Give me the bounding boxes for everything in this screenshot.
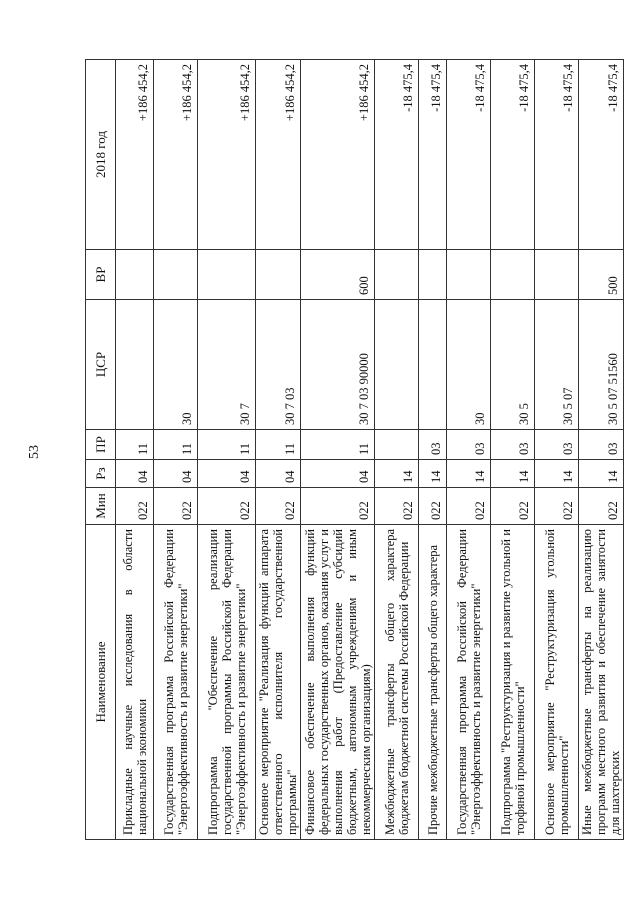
cell-name: Межбюджетные трансферты общего характера бюджетам бюджетной системы Российской Федерации bbox=[375, 525, 419, 840]
cell-rz: 14 bbox=[447, 460, 491, 488]
cell-rz: 14 bbox=[535, 460, 579, 488]
page-number: 53 bbox=[27, 445, 42, 459]
cell-rz: 04 bbox=[301, 460, 375, 488]
cell-rz: 04 bbox=[198, 460, 256, 488]
table-row bbox=[419, 60, 447, 840]
cell-min: 022 bbox=[154, 488, 198, 525]
cell-rz: 14 bbox=[579, 460, 624, 488]
cell-csr: 30 5 bbox=[491, 300, 535, 430]
cell-csr: 30 5 07 51560 bbox=[579, 300, 624, 430]
cell-pr bbox=[375, 430, 419, 460]
header-csr: ЦСР bbox=[86, 300, 116, 430]
table-row bbox=[154, 60, 198, 840]
cell-amount: +186 454,2 bbox=[301, 60, 375, 250]
table-row bbox=[116, 60, 154, 840]
cell-pr: 11 bbox=[198, 430, 256, 460]
cell-pr: 03 bbox=[419, 430, 447, 460]
cell-rz: 14 bbox=[419, 460, 447, 488]
cell-amount: +186 454,2 bbox=[256, 60, 301, 250]
cell-csr: 30 7 03 bbox=[256, 300, 301, 430]
cell-name: Прочие межбюджетные трансферты общего характера bbox=[419, 525, 447, 840]
cell-vr bbox=[154, 250, 198, 300]
table-row bbox=[535, 60, 579, 840]
cell-min: 022 bbox=[198, 488, 256, 525]
table-row bbox=[256, 60, 301, 840]
cell-name: Иные межбюджетные трансферты на реализацию программ местного развития и обеспечение занятости для шахтерских bbox=[579, 525, 624, 840]
cell-pr: 11 bbox=[154, 430, 198, 460]
cell-csr bbox=[375, 300, 419, 430]
cell-min: 022 bbox=[256, 488, 301, 525]
table-row bbox=[301, 60, 375, 840]
header-vr: ВР bbox=[86, 250, 116, 300]
cell-min: 022 bbox=[419, 488, 447, 525]
cell-name: Основное мероприятие "Реструктуризация угольной промышленности" bbox=[535, 525, 579, 840]
cell-amount: +186 454,2 bbox=[198, 60, 256, 250]
cell-vr bbox=[256, 250, 301, 300]
cell-vr: 500 bbox=[579, 250, 624, 300]
cell-min: 022 bbox=[375, 488, 419, 525]
cell-amount: -18 475,4 bbox=[579, 60, 624, 250]
cell-name: Прикладные научные исследования в области национальной экономики bbox=[116, 525, 154, 840]
cell-vr bbox=[419, 250, 447, 300]
cell-vr bbox=[491, 250, 535, 300]
cell-vr bbox=[375, 250, 419, 300]
cell-min: 022 bbox=[447, 488, 491, 525]
cell-rz: 04 bbox=[116, 460, 154, 488]
cell-vr bbox=[535, 250, 579, 300]
header-name: Наименование bbox=[86, 525, 116, 840]
header-year: 2018 год bbox=[86, 60, 116, 250]
budget-table bbox=[85, 59, 624, 840]
cell-rz: 14 bbox=[375, 460, 419, 488]
cell-csr: 30 7 03 90000 bbox=[301, 300, 375, 430]
cell-vr bbox=[447, 250, 491, 300]
cell-vr bbox=[198, 250, 256, 300]
table-row bbox=[491, 60, 535, 840]
cell-amount: +186 454,2 bbox=[116, 60, 154, 250]
header-min: Мин bbox=[86, 488, 116, 525]
cell-min: 022 bbox=[116, 488, 154, 525]
cell-pr: 03 bbox=[447, 430, 491, 460]
cell-min: 022 bbox=[491, 488, 535, 525]
cell-amount: -18 475,4 bbox=[491, 60, 535, 250]
rotated-page-content bbox=[85, 60, 622, 840]
cell-csr: 30 7 bbox=[198, 300, 256, 430]
header-pr: ПР bbox=[86, 430, 116, 460]
cell-name: Государственная программа Российской Федерации "Энергоэффективность и развитие энергетики" bbox=[447, 525, 491, 840]
cell-name: Подпрограмма "Реструктуризация и развитие угольной и торфяной промышленности" bbox=[491, 525, 535, 840]
table-row bbox=[579, 60, 624, 840]
cell-pr: 11 bbox=[116, 430, 154, 460]
cell-csr bbox=[419, 300, 447, 430]
cell-name: Подпрограмма "Обеспечение реализации государственной программы Российской Федерации "Энергоэффективность и развитие энергетики" bbox=[198, 525, 256, 840]
cell-pr: 03 bbox=[535, 430, 579, 460]
cell-name: Финансовое обеспечение выполнения функций федеральных государственных органов, оказания услуг и выполнения работ (Предоставление субсидий бюджетным, автономным учреждениям и иным некоммерческим организациям) bbox=[301, 525, 375, 840]
cell-name: Государственная программа Российской Федерации "Энергоэффективность и развитие энергетики" bbox=[154, 525, 198, 840]
cell-min: 022 bbox=[301, 488, 375, 525]
cell-amount: -18 475,4 bbox=[447, 60, 491, 250]
cell-rz: 04 bbox=[256, 460, 301, 488]
cell-csr: 30 5 07 bbox=[535, 300, 579, 430]
header-rz: Рз bbox=[86, 460, 116, 488]
table-row bbox=[447, 60, 491, 840]
cell-min: 022 bbox=[579, 488, 624, 525]
table-body bbox=[116, 60, 624, 840]
cell-csr: 30 bbox=[447, 300, 491, 430]
cell-pr: 03 bbox=[579, 430, 624, 460]
cell-amount: -18 475,4 bbox=[535, 60, 579, 250]
table-row bbox=[198, 60, 256, 840]
cell-amount: -18 475,4 bbox=[419, 60, 447, 250]
cell-rz: 04 bbox=[154, 460, 198, 488]
cell-csr bbox=[116, 300, 154, 430]
cell-vr bbox=[116, 250, 154, 300]
table-row bbox=[375, 60, 419, 840]
cell-csr: 30 bbox=[154, 300, 198, 430]
cell-amount: +186 454,2 bbox=[154, 60, 198, 250]
cell-amount: -18 475,4 bbox=[375, 60, 419, 250]
cell-pr: 03 bbox=[491, 430, 535, 460]
cell-vr: 600 bbox=[301, 250, 375, 300]
cell-pr: 11 bbox=[301, 430, 375, 460]
cell-pr: 11 bbox=[256, 430, 301, 460]
cell-min: 022 bbox=[535, 488, 579, 525]
cell-name: Основное мероприятие "Реализация функций аппарата ответственного исполнителя государственной программы" bbox=[256, 525, 301, 840]
table-header-row bbox=[86, 60, 116, 840]
cell-rz: 14 bbox=[491, 460, 535, 488]
